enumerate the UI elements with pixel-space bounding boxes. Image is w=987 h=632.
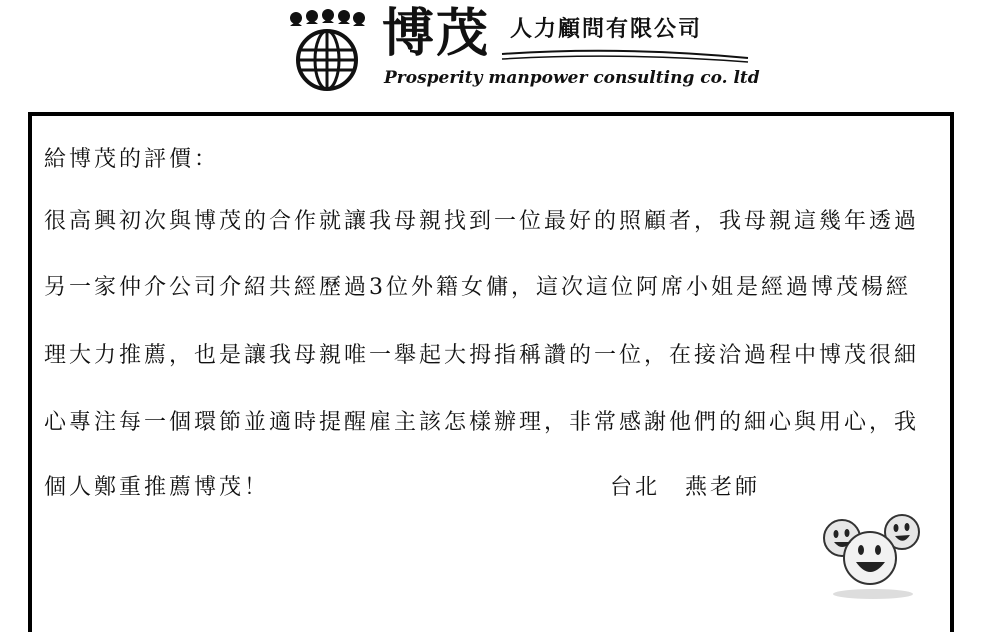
- testimonial-line: 理大力推薦，也是讓我母親唯一舉起大拇指稱讚的一位，在接洽過程中博茂很細: [44, 343, 920, 368]
- brand-name-chinese: 博茂: [382, 4, 491, 64]
- company-name-chinese: 人力顧問有限公司: [510, 17, 703, 42]
- testimonial-line: 心專注每一個環節並適時提醒雇主該怎樣辦理，非常感謝他們的細心與用心，我: [44, 410, 920, 435]
- smiley-faces-icon: [818, 508, 928, 600]
- signature: 台北 燕老師: [610, 475, 761, 500]
- globe-logo-icon: [282, 8, 372, 92]
- swoosh-decoration-icon: [500, 40, 750, 70]
- testimonial-line: 很高興初次與博茂的合作就讓我母親找到一位最好的照顧者，我母親這幾年透過: [44, 209, 920, 234]
- company-name-english: Prosperity manpower consulting co. ltd: [384, 68, 760, 88]
- letterhead: [0, 0, 987, 100]
- testimonial-frame: [28, 112, 954, 632]
- testimonial-line: 個人鄭重推薦博茂！: [44, 475, 270, 500]
- testimonial-title: 給博茂的評價：: [44, 147, 220, 172]
- testimonial-line: 另一家仲介公司介紹共經歷過3位外籍女傭，這次這位阿席小姐是經過博茂楊經: [44, 275, 911, 300]
